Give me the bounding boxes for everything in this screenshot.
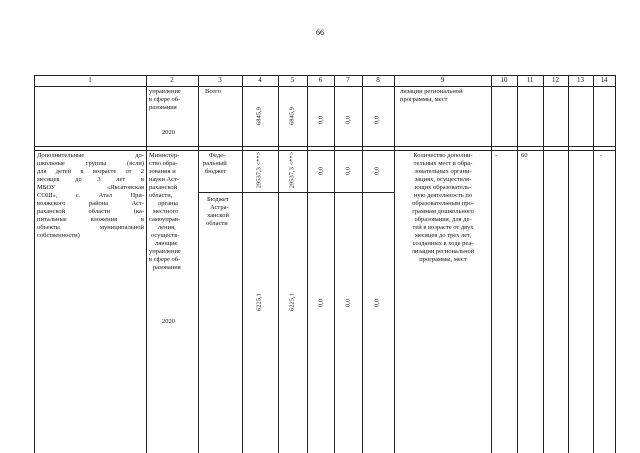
row2-col9-line: граммам дошкольного bbox=[412, 208, 474, 215]
row2-col2-line: разования bbox=[153, 264, 181, 271]
row2-col2-line: ления, bbox=[158, 224, 176, 231]
row2-col2-line: науки Аст- bbox=[149, 176, 179, 183]
row1-col6-value: 0,0 bbox=[317, 115, 325, 125]
row2-col2-line: ляющие bbox=[155, 240, 178, 247]
column-header: 2 bbox=[170, 76, 174, 84]
row1-col8-value: 0,0 bbox=[373, 115, 381, 125]
row2-col9-line: образовательным про- bbox=[412, 200, 474, 207]
table-line bbox=[543, 75, 544, 453]
row2-col1-line: школьные группы (ясли) bbox=[37, 160, 144, 167]
row2-regional-source-line: Бюджет bbox=[207, 196, 229, 203]
column-header: 14 bbox=[600, 76, 608, 84]
table-line bbox=[34, 146, 615, 147]
row2-regional-source-line: Астра- bbox=[210, 204, 229, 211]
row2-col9-line: зовательных органи- bbox=[414, 168, 472, 175]
row2-col9-line: тельных мест в обра- bbox=[413, 160, 473, 167]
row2-col1-line: СОШ», с. Атал При- bbox=[37, 192, 144, 199]
row1-col9-line: программы, мест bbox=[400, 96, 448, 103]
table-line bbox=[198, 192, 394, 193]
table-line bbox=[146, 75, 147, 453]
row2-col9-line: тей в возрасте от двух bbox=[412, 224, 474, 231]
row2-federal-col5-value: 29537,3 <**> bbox=[288, 151, 296, 189]
table-line bbox=[34, 75, 35, 453]
table-line bbox=[615, 75, 616, 453]
row1-source: Всего bbox=[205, 88, 221, 95]
row2-col2-line: раханской bbox=[149, 184, 178, 191]
column-header: 8 bbox=[376, 76, 380, 84]
row1-col4-value: 6845,9 bbox=[255, 107, 263, 125]
row2-col9-line: образования, для де- bbox=[414, 216, 472, 223]
row2-col2-line: в сфере об- bbox=[149, 256, 181, 263]
row1-col7-value: 0,0 bbox=[344, 115, 352, 125]
row2-regional-source-line: ханской bbox=[207, 212, 229, 219]
row2-col10-value: - bbox=[495, 152, 498, 159]
row1-col2-line: разования bbox=[149, 104, 177, 111]
column-header: 9 bbox=[440, 76, 445, 84]
row2-federal-col6-value: 0,0 bbox=[317, 166, 325, 176]
row2-col9-line: ющих образователь- bbox=[414, 184, 472, 191]
row2-federal-source-line: Феде- bbox=[209, 152, 226, 159]
row2-col9-line: Количество дополни- bbox=[413, 152, 473, 159]
row2-col2-line: самоуправ- bbox=[149, 216, 181, 223]
row2-col1-line: Дополнительные до- bbox=[37, 152, 144, 159]
row2-col9-line: ную деятельность по bbox=[413, 192, 473, 199]
table-line bbox=[362, 75, 363, 453]
row2-regional-col4-value: 6225,1 bbox=[255, 293, 263, 311]
row2-regional-col8-value: 0,0 bbox=[373, 298, 381, 308]
table-line bbox=[593, 75, 594, 453]
table-line bbox=[34, 150, 615, 151]
row2-col9-line: месяцев до трех лет, bbox=[414, 232, 472, 239]
row2-col1-line: месяцев до 3 лет в bbox=[37, 176, 144, 183]
table-line bbox=[394, 75, 395, 453]
row2-federal-col7-value: 0,0 bbox=[344, 166, 352, 176]
row2-col2-line: ство обра- bbox=[149, 160, 178, 167]
column-header: 12 bbox=[552, 76, 559, 84]
row2-col1-line: питальные вложения в bbox=[37, 216, 144, 223]
column-header: 5 bbox=[290, 76, 295, 84]
row1-col2-line: в сфере об- bbox=[149, 96, 181, 103]
table-line bbox=[491, 75, 492, 453]
row2-col2-line: Министер- bbox=[149, 152, 180, 159]
row2-col11-value: 60 bbox=[521, 152, 528, 159]
column-header: 4 bbox=[258, 76, 262, 84]
row2-col1-line: объекты муниципальной bbox=[37, 224, 144, 231]
table-line bbox=[278, 75, 279, 453]
row2-federal-col4-value: 29537,3 <**> bbox=[255, 151, 263, 189]
row2-col2-line: органы bbox=[158, 200, 178, 207]
row1-col9-line: лизации региональной bbox=[400, 88, 463, 95]
table-line bbox=[307, 75, 308, 453]
column-header: 11 bbox=[526, 76, 534, 84]
row2-col1-line: для детей в возрасте от 2 bbox=[37, 168, 144, 175]
row2-col2-line: зования и bbox=[149, 168, 176, 175]
row2-regional-col5-value: 6225,1 bbox=[288, 293, 296, 311]
row1-col2-line: управление bbox=[149, 88, 181, 95]
table-line bbox=[568, 75, 569, 453]
row2-col2-line: управление bbox=[149, 248, 181, 255]
row2-regional-col7-value: 0,0 bbox=[344, 298, 352, 308]
column-header: 6 bbox=[318, 76, 323, 84]
row1-col2-year: 2020 bbox=[162, 129, 175, 136]
row2-col2-line: осуществ- bbox=[151, 232, 180, 239]
row2-col2-line: местного bbox=[153, 208, 179, 215]
column-header: 3 bbox=[218, 76, 222, 84]
table-line bbox=[242, 75, 243, 453]
table-line bbox=[517, 75, 518, 453]
row2-col2-line: области, bbox=[149, 192, 173, 199]
row1-col5-value: 6845,9 bbox=[288, 107, 296, 125]
row2-col1-line: собственности) bbox=[37, 232, 80, 239]
row2-col2-year: 2020 bbox=[162, 318, 175, 325]
row2-col9-line: зациях, осуществля- bbox=[414, 176, 472, 183]
column-header: 1 bbox=[88, 76, 92, 84]
column-header: 10 bbox=[500, 76, 508, 84]
column-header: 13 bbox=[577, 76, 584, 84]
page-number: 66 bbox=[316, 28, 324, 37]
row2-federal-col8-value: 0,0 bbox=[373, 166, 381, 176]
table-line bbox=[34, 86, 615, 87]
row2-federal-source-line: бюджет bbox=[205, 168, 227, 175]
table-line bbox=[198, 75, 199, 453]
row2-col9-line: лизации региональной bbox=[411, 248, 475, 255]
row2-regional-source-line: области bbox=[206, 220, 228, 227]
row2-col1-line: раханской области (ка- bbox=[37, 208, 144, 215]
row2-col1-line: волжского района Аст- bbox=[37, 200, 144, 207]
row2-col14-value: - bbox=[600, 152, 603, 159]
row2-col9-line: созданных в ходе реа- bbox=[412, 240, 474, 247]
row2-federal-source-line: ральный bbox=[203, 160, 227, 167]
column-header: 7 bbox=[346, 76, 350, 84]
row2-col9-line: программы, мест bbox=[419, 256, 467, 263]
table-line bbox=[334, 75, 335, 453]
row2-regional-col6-value: 0,0 bbox=[317, 298, 325, 308]
row2-col1-line: МБОУ «Яксатовская bbox=[37, 184, 144, 191]
